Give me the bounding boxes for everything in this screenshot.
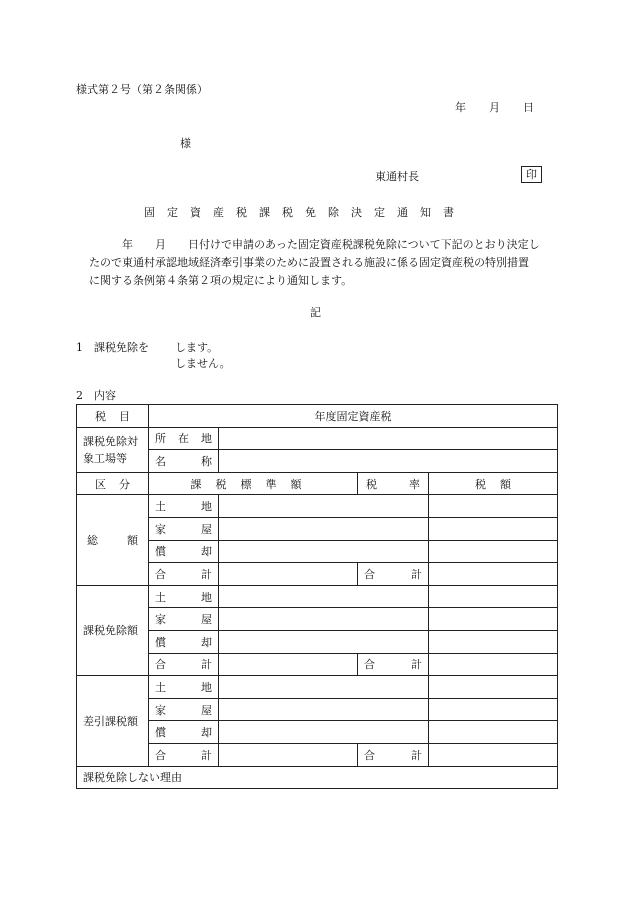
cell-empty — [429, 540, 558, 563]
table-row — [77, 540, 558, 563]
section1-option-dont: しません。 — [175, 357, 231, 370]
target-factory-label: 課税免除対 象工場等 — [77, 427, 149, 472]
cell-empty — [429, 608, 558, 631]
cell-empty — [429, 495, 558, 518]
table-row — [77, 653, 558, 676]
table-row — [77, 630, 558, 653]
rate-total-label: 合 計 — [358, 653, 429, 676]
form-number: 様式第２号（第２条関係） — [76, 83, 208, 96]
cell-empty — [429, 585, 558, 608]
cell-empty — [429, 653, 558, 676]
date-day: 日 — [523, 101, 534, 114]
table-row — [77, 698, 558, 721]
cell-empty — [219, 517, 429, 540]
ki-heading: 記 — [310, 306, 321, 319]
table-row — [77, 405, 558, 428]
body-line-1: 年 月 日付けで申請のあった固定資産税課税免除について下記のとおり決定し — [122, 238, 540, 251]
tax-base-header: 課税標準額 — [149, 472, 358, 495]
body-line-2: たので東通村承認地域経済牽引事業のために設置される施設に係る固定資産税の特別措置 — [89, 256, 529, 269]
item-total: 合 計 — [149, 743, 219, 766]
addressee-suffix: 様 — [180, 137, 191, 150]
tax-item-value: 年度固定資産税 — [149, 405, 558, 428]
cell-empty — [429, 721, 558, 744]
cell-empty — [429, 698, 558, 721]
tax-item-label: 税 目 — [77, 405, 149, 428]
cell-empty — [429, 676, 558, 699]
reason-label: 課税免除しない理由 — [77, 766, 558, 789]
table-row — [77, 450, 558, 473]
item-depreciable: 償 却 — [149, 630, 219, 653]
location-value — [219, 427, 558, 450]
item-land: 土 地 — [149, 585, 219, 608]
cell-empty — [429, 517, 558, 540]
name-label: 名 称 — [149, 450, 219, 473]
cell-empty — [219, 698, 429, 721]
cell-empty — [219, 630, 429, 653]
item-house: 家 屋 — [149, 698, 219, 721]
tax-amount-header: 税 額 — [429, 472, 558, 495]
section1-label: 1 課税免除を — [76, 341, 149, 354]
rate-total-label: 合 計 — [358, 563, 429, 586]
table-row — [77, 517, 558, 540]
item-house: 家 屋 — [149, 608, 219, 631]
cell-empty — [429, 743, 558, 766]
date-year: 年 — [455, 101, 466, 114]
table-row — [77, 495, 558, 518]
body-paragraph — [89, 236, 559, 290]
tax-rate-header: 税 率 — [358, 472, 429, 495]
table-header-row — [77, 472, 558, 495]
cell-empty — [219, 653, 358, 676]
cell-empty — [219, 585, 429, 608]
kubun-header: 区 分 — [77, 472, 149, 495]
item-land: 土 地 — [149, 676, 219, 699]
name-value — [219, 450, 558, 473]
item-house: 家 屋 — [149, 517, 219, 540]
document-title: 固定資産税課税免除決定通知書 — [144, 206, 466, 219]
cell-empty — [219, 721, 429, 744]
item-depreciable: 償 却 — [149, 540, 219, 563]
table-row — [77, 563, 558, 586]
section1-option-do: します。 — [175, 341, 219, 354]
tax-content-table — [76, 404, 558, 789]
table-row — [77, 743, 558, 766]
table-row — [77, 608, 558, 631]
group-total-label: 総 額 — [77, 495, 149, 585]
cell-empty — [219, 563, 358, 586]
cell-empty — [219, 676, 429, 699]
item-total: 合 計 — [149, 563, 219, 586]
group-net-label: 差引課税額 — [77, 676, 149, 766]
cell-empty — [219, 743, 358, 766]
date-month: 月 — [489, 101, 500, 114]
cell-empty — [429, 630, 558, 653]
item-depreciable: 償 却 — [149, 721, 219, 744]
table-row — [77, 585, 558, 608]
table-row — [77, 427, 558, 450]
rate-total-label: 合 計 — [358, 743, 429, 766]
table-row — [77, 766, 558, 789]
seal-mark: 印 — [521, 166, 542, 183]
cell-empty — [219, 608, 429, 631]
cell-empty — [429, 563, 558, 586]
table-row — [77, 721, 558, 744]
cell-empty — [219, 540, 429, 563]
location-label: 所 在 地 — [149, 427, 219, 450]
issuer-name: 東通村長 — [375, 170, 419, 183]
item-total: 合 計 — [149, 653, 219, 676]
body-line-3: に関する条例第４条第２項の規定により通知します。 — [89, 274, 353, 287]
group-exempt-label: 課税免除額 — [77, 585, 149, 675]
item-land: 土 地 — [149, 495, 219, 518]
table-row — [77, 676, 558, 699]
cell-empty — [219, 495, 429, 518]
section2-label: 2 内容 — [76, 389, 116, 402]
